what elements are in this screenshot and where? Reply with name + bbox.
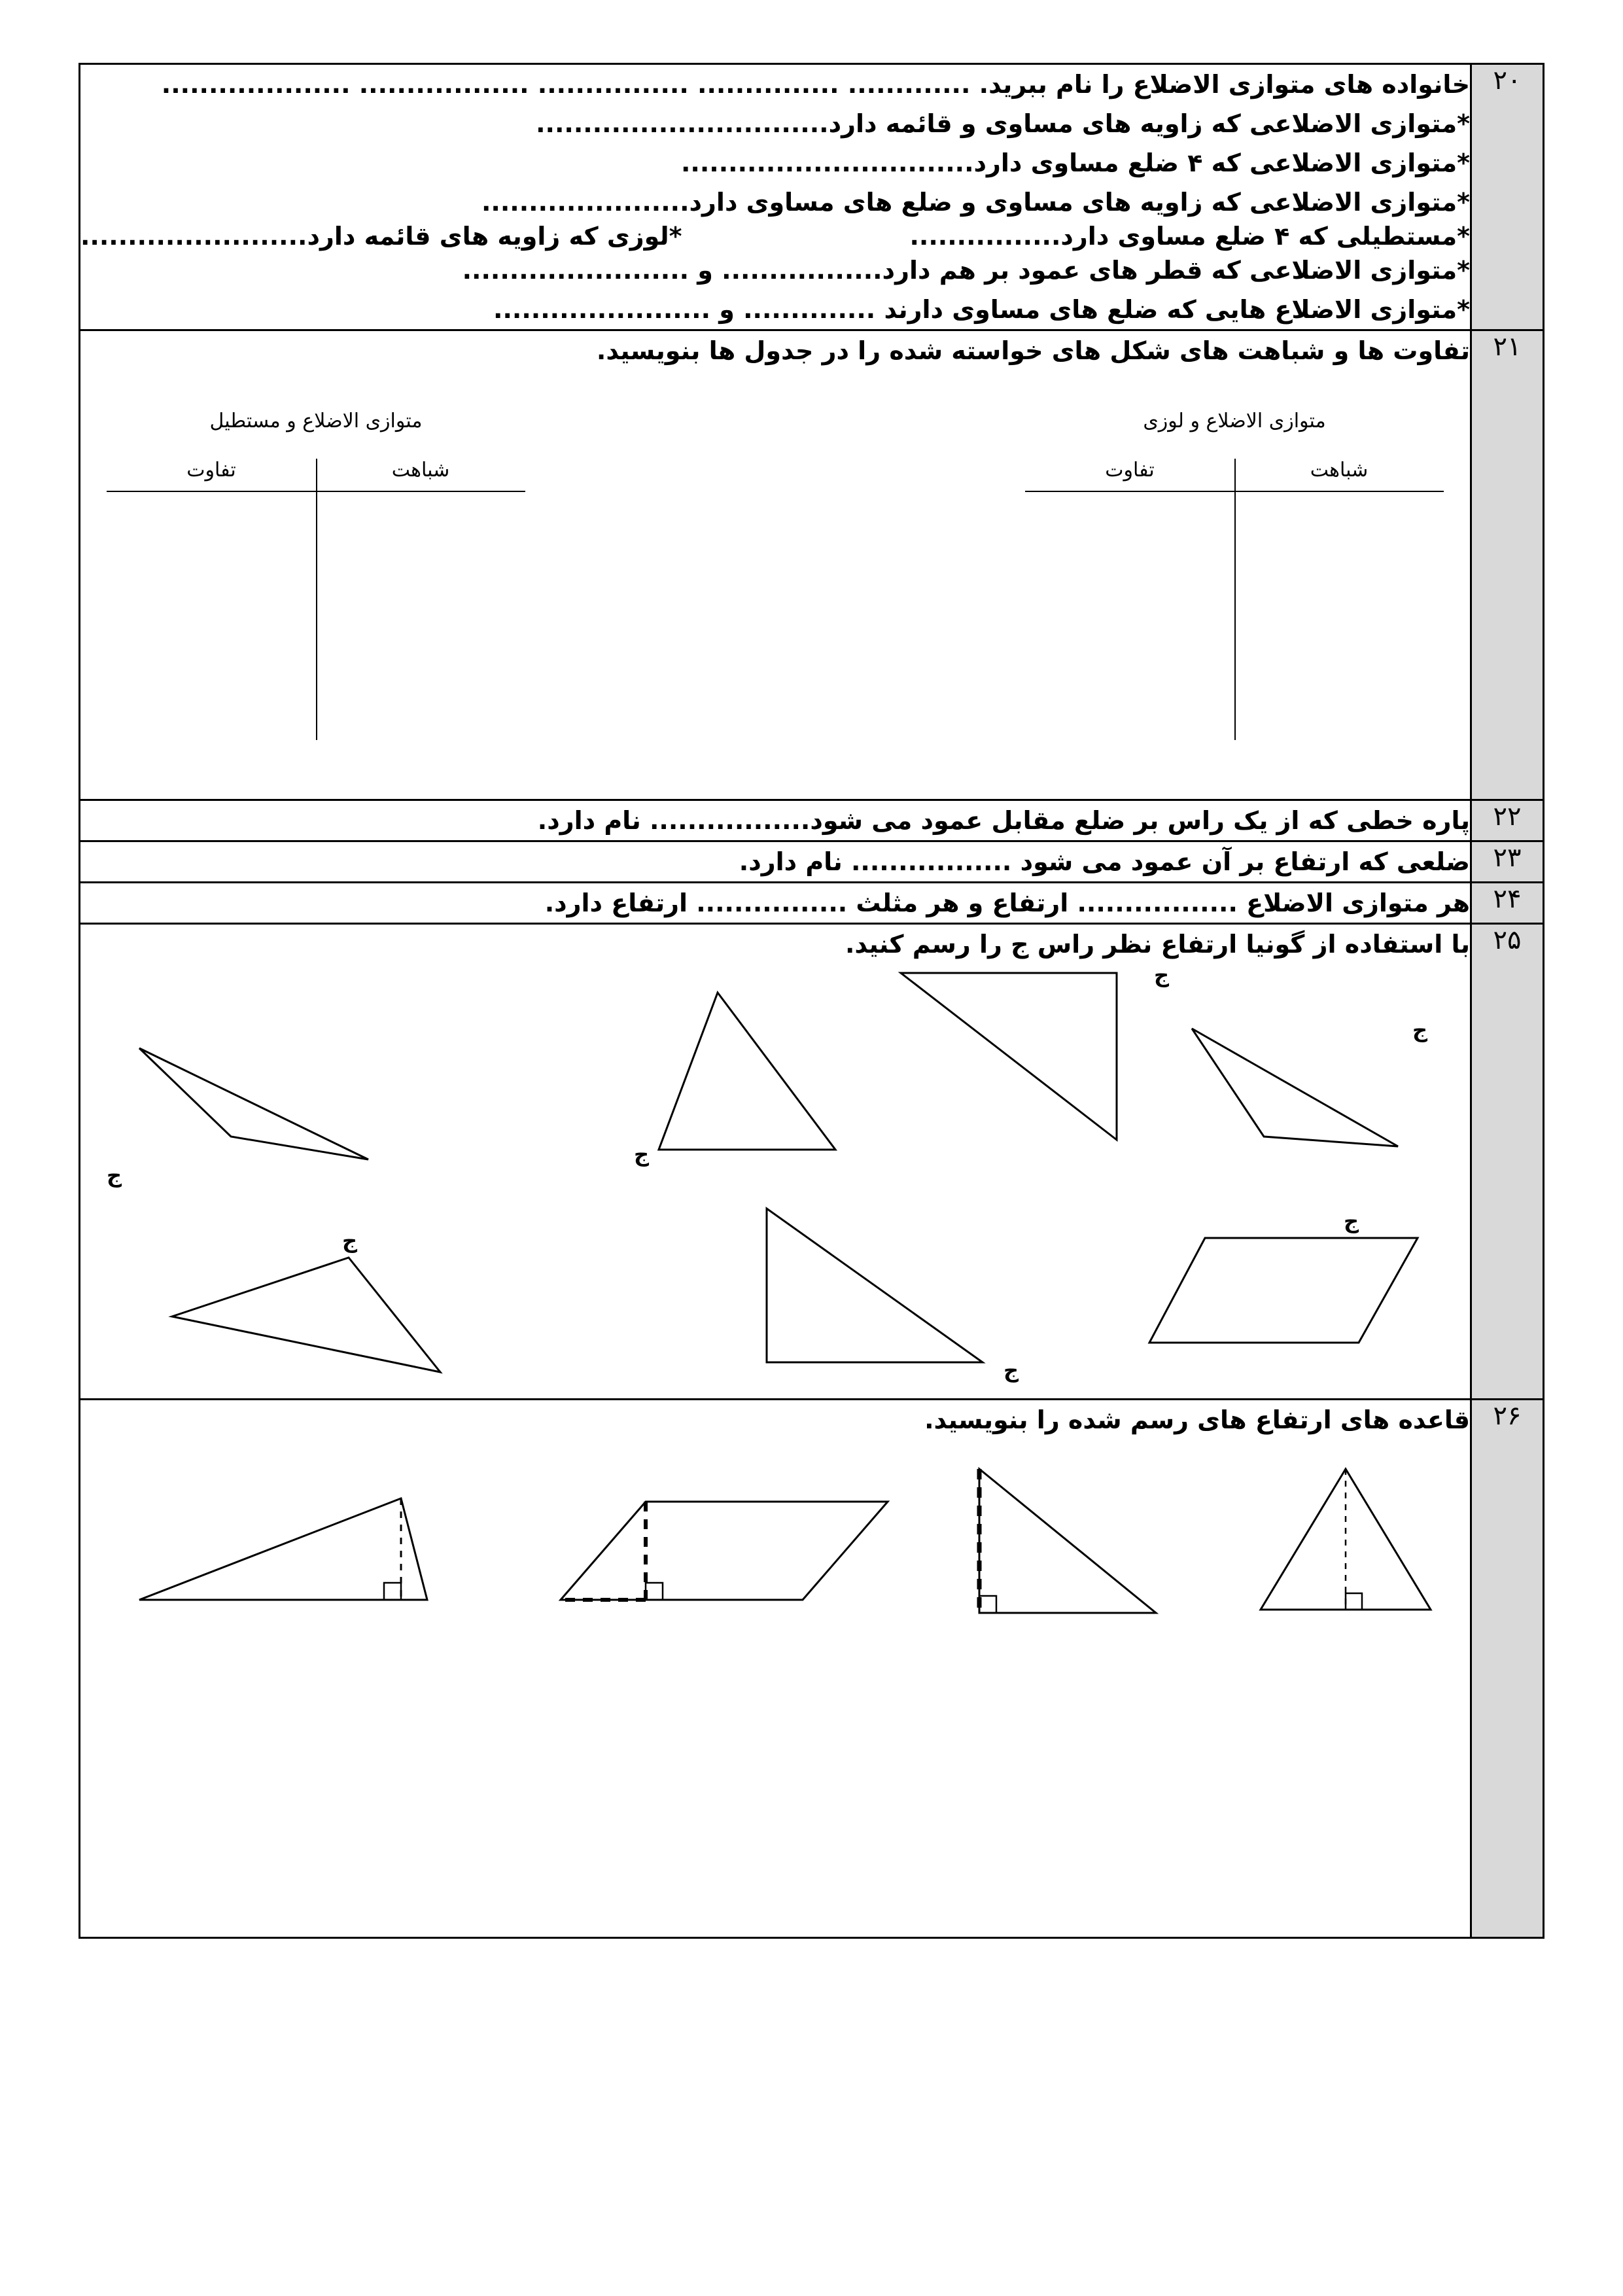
q20-line-1: خانواده های متوازی الاضلاع را نام ببرید. ............. ............... ................ .................. ....................: [161, 70, 1470, 99]
comparison-tables: [80, 410, 1470, 740]
q22-prompt: پاره خطی که از یک راس بر ضلع مقابل عمود می شود................. نام دارد.: [537, 806, 1470, 836]
question-number: ۲۶: [1471, 1400, 1544, 1938]
table-row: [80, 924, 1544, 1400]
q21-prompt: تفاوت ها و شباهت های شکل های خواسته شده را در جدول ها بنویسید.: [596, 336, 1470, 366]
q24-prompt: هر متوازی الاضلاع ................. ارتفاع و هر مثلث ................ ارتفاع دارد.: [544, 889, 1470, 918]
question-number: ۲۴: [1471, 883, 1544, 924]
figure-obtuse-triangle-with-height: [120, 1489, 460, 1633]
comparison-block-parallelogram-rhombus: [1025, 410, 1444, 740]
table-row: [80, 1400, 1544, 1938]
figure-triangle-2: [646, 986, 855, 1176]
column-header-similarity: شباهت: [391, 459, 450, 482]
q20-split-line: [80, 222, 1470, 251]
vertex-label: ج: [1003, 1358, 1019, 1383]
q20-line-3: *متوازی الاضلاعی که ۴ ضلع مساوی دارد...............................: [681, 149, 1470, 178]
question-21-body: [80, 330, 1471, 800]
figure-parallelogram-with-height: [541, 1489, 907, 1633]
q20-line-4: *متوازی الاضلاعی که زاویه های مساوی و ضلع های مساوی دارد......................: [481, 188, 1470, 217]
table-row: [80, 800, 1544, 841]
vertex-label: ج: [633, 1142, 649, 1167]
column-divider: [1234, 459, 1236, 740]
question-24-body: [80, 883, 1471, 924]
column-header-difference: تفاوت: [186, 459, 236, 482]
table-row: [80, 330, 1544, 800]
answer-space: [80, 740, 1470, 799]
question-number: ۲۱: [1471, 330, 1544, 800]
q23-prompt: ضلعی که ارتفاع بر آن عمود می شود ................. نام دارد.: [739, 847, 1470, 877]
vertex-label: ج: [1153, 963, 1169, 988]
figure-parallelogram: [1143, 1225, 1431, 1375]
q20-line-7: *متوازی الاضلاع هایی که ضلع های مساوی دارند .............. و .......................: [493, 295, 1470, 325]
table-row: [80, 64, 1544, 330]
question-number: ۲۵: [1471, 924, 1544, 1400]
vertex-label: ج: [1412, 1017, 1427, 1043]
column-header-similarity: شباهت: [1310, 459, 1369, 482]
figure-isosceles-with-height: [1248, 1459, 1444, 1629]
vertex-label: ج: [1343, 1209, 1359, 1234]
question-20-body: [80, 64, 1471, 330]
figure-right-triangle-2: [750, 1195, 999, 1385]
question-number: ۲۲: [1471, 800, 1544, 841]
q20-line-6: *متوازی الاضلاعی که قطر های عمود بر هم دارد................. و ........................: [462, 256, 1470, 285]
comparison-grid: [1025, 459, 1444, 740]
question-number: ۲۳: [1471, 841, 1544, 883]
comparison-block-parallelogram-rectangle: [107, 410, 525, 740]
q20-split-right: *مستطیلی که ۴ ضلع مساوی دارد................: [909, 222, 1470, 251]
worksheet-table: [79, 63, 1544, 1939]
question-23-body: [80, 841, 1471, 883]
figure-thin-triangle-1: [1176, 1019, 1405, 1169]
answer-space: [80, 1662, 1470, 1937]
question-26-body: [80, 1400, 1471, 1938]
figure-thin-triangle-3: [166, 1248, 453, 1385]
question-22-body: [80, 800, 1471, 841]
column-header-difference: تفاوت: [1105, 459, 1155, 482]
table-row: [80, 883, 1544, 924]
comparison-title: متوازی الاضلاع و لوزی: [1143, 410, 1326, 433]
q26-prompt: قاعده های ارتفاع های رسم شده را بنویسید.: [924, 1405, 1470, 1435]
figure-right-triangle-with-height: [960, 1456, 1182, 1633]
vertex-label: ج: [342, 1228, 358, 1254]
table-row: [80, 841, 1544, 883]
figure-right-triangle-1: [891, 966, 1140, 1163]
q26-figures: [80, 1446, 1470, 1662]
vertex-label: ج: [107, 1163, 122, 1188]
question-number: ۲۰: [1471, 64, 1544, 330]
comparison-title: متوازی الاضلاع و مستطیل: [209, 410, 423, 433]
question-25-body: [80, 924, 1471, 1400]
q20-split-left: *لوزی که زاویه های قائمه دارد........................: [80, 222, 682, 251]
q20-line-2: *متوازی الاضلاعی که زاویه های مساوی و قائمه دارد...............................: [536, 109, 1470, 139]
q25-figures: [80, 963, 1470, 1398]
q25-prompt: با استفاده از گونیا ارتفاع نظر راس ج را رسم کنید.: [845, 930, 1470, 959]
comparison-grid: [107, 459, 525, 740]
column-divider: [316, 459, 317, 740]
figure-thin-triangle-2: [126, 1038, 388, 1189]
